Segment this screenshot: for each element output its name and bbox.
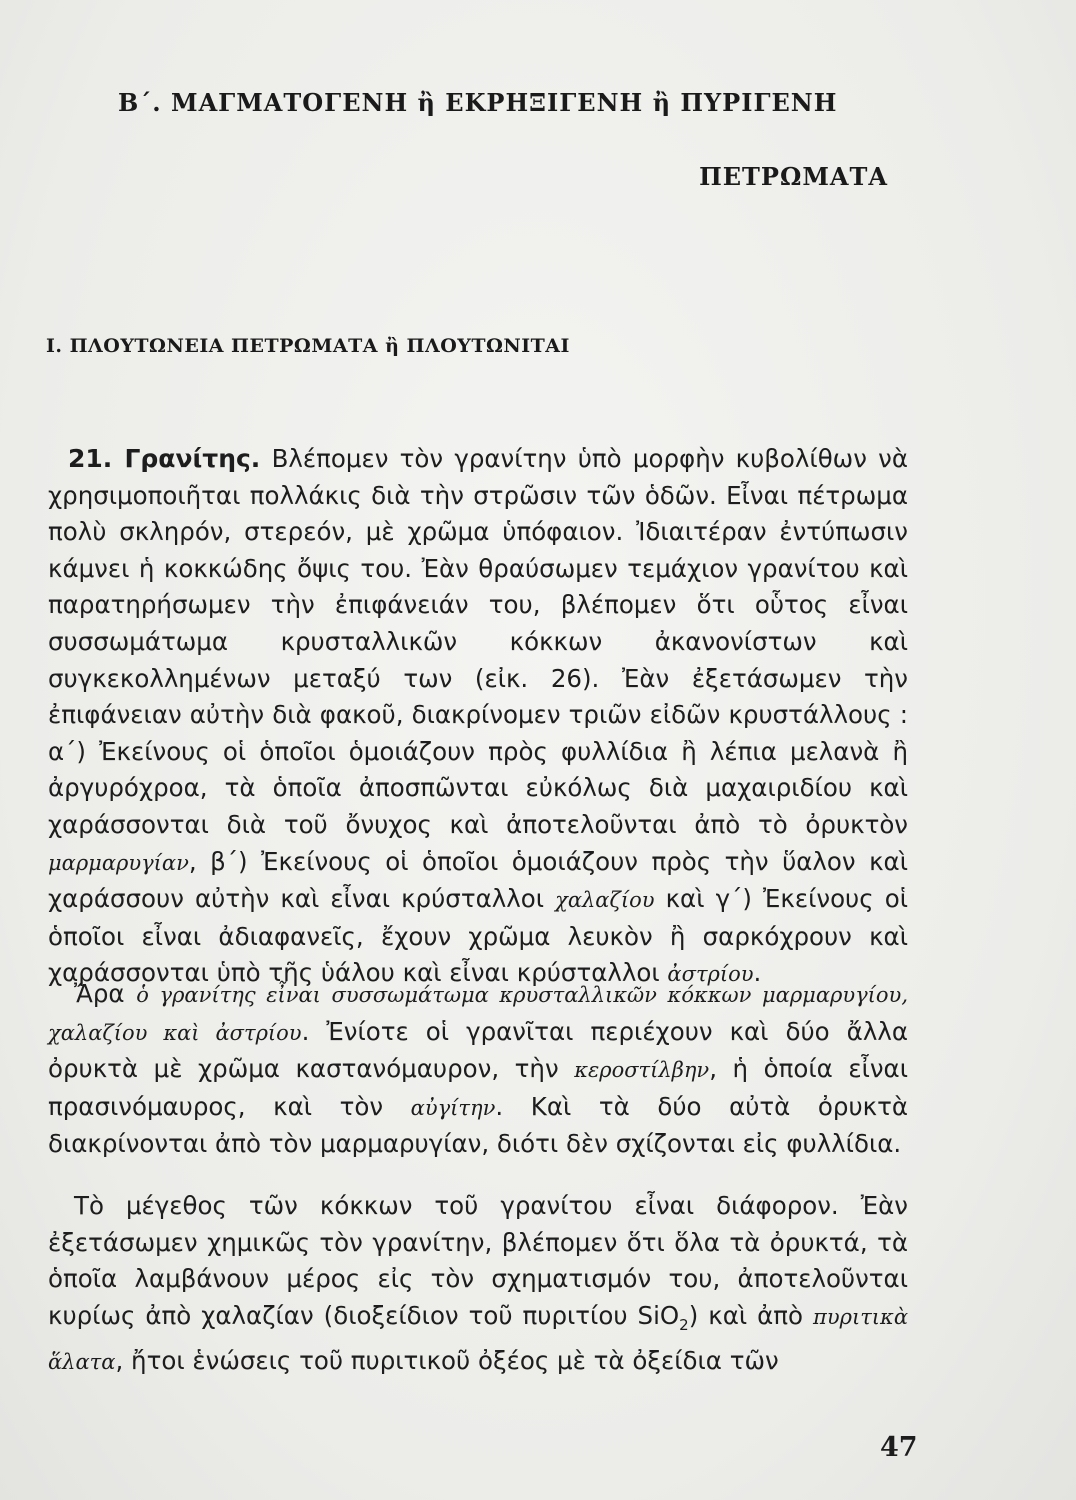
text-run: , β΄) Ἐκείνους οἱ ὁποῖοι ὁμοιάζουν πρὸς τὴν ὕαλον καὶ χαράσσουν αὐτὴν καὶ εἶναι κρύσταλλοι xyxy=(48,846,908,914)
text-run: Ἄρα xyxy=(74,979,137,1008)
italic-term: κεροστίλβην xyxy=(574,1058,710,1083)
text-run: Τὸ μέγεθος τῶν κόκκων τοῦ γρανίτου εἶναι διάφορον. Ἐὰν ἐξετάσωμεν χημικῶς τὸν γρανίτην, βλέπομεν ὅτι ὅλα τὰ ὀρυκτά, τὰ ὁποῖα λαμβάνουν μέρος εἰς τὸν σχηματισμόν του, ἀποτελοῦνται κυρίως ἀπὸ χαλαζίαν (διοξείδιον τοῦ πυριτίου xyxy=(48,1191,908,1330)
italic-term: χαλαζίου xyxy=(555,888,655,913)
italic-term: αὐγίτην xyxy=(410,1095,496,1120)
paragraph-granite-chemistry xyxy=(48,1188,908,1381)
text-run: . xyxy=(753,958,762,988)
paragraph-granite-intro xyxy=(48,441,908,993)
italic-term: πυριτικὰ ἅλατα xyxy=(48,1304,908,1375)
italic-definition: ὁ γρανίτης εἶναι συσσωμάτωμα κρυσταλλικῶν κόκκων μαρμαρυγίου, χαλαζίου καὶ ἀστρίου xyxy=(48,983,908,1045)
chapter-title-line2: ΠΕΤΡΩΜΑΤΑ xyxy=(699,162,888,191)
italic-term: ἀστρίου xyxy=(667,962,754,987)
italic-term: μαρμαρυγίαν xyxy=(48,850,189,875)
text-run: , ἤτοι ἑνώσεις τοῦ πυριτικοῦ ὀξέος μὲ τὰ ὀξείδια τῶν xyxy=(115,1346,779,1376)
section-heading: Ι. ΠΛΟΥΤΩΝΕΙΑ ΠΕΤΡΩΜΑΤΑ ἢ ΠΛΟΥΤΩΝΙΤΑΙ xyxy=(46,335,570,357)
text-run: καὶ γ΄) Ἐκείνους οἱ ὁποῖοι εἶναι ἀδιαφανεῖς, ἔχουν χρῶμα λευκὸν ἢ σαρκόχρουν καὶ χαράσσονται ὑπὸ τῆς ὑάλου καὶ εἶναι κρύσταλλοι xyxy=(48,884,908,988)
page-number: 47 xyxy=(880,1432,918,1463)
text-run: . Καὶ τὰ δύο αὐτὰ ὀρυκτὰ διακρίνονται ἀπὸ τὸν μαρμαρυγίαν, διότι δὲν σχίζονται εἰς φυλλίδια. xyxy=(48,1091,908,1159)
text-run: . Ἐνίοτε οἱ γρανῖται περιέχουν καὶ δύο ἄλλα ὀρυκτὰ μὲ χρῶμα καστανόμαυρον, τὴν xyxy=(48,1016,908,1084)
chapter-title-line1: Β΄. ΜΑΓΜΑΤΟΓΕΝΗ ἢ ΕΚΡΗΞΙΓΕΝΗ ἢ ΠΥΡΙΓΕΝΗ xyxy=(118,88,838,117)
text-run: , ἡ ὁποία εἶναι πρασινόμαυρος, καὶ τὸν xyxy=(48,1054,908,1121)
text-run: ) καὶ ἀπὸ xyxy=(688,1300,814,1330)
paragraph-granite-composition xyxy=(48,976,908,1163)
formula-subscript: 2 xyxy=(679,1315,689,1334)
entry-heading: 21. Γρανίτης. xyxy=(68,444,261,473)
chemical-formula: SiO xyxy=(637,1300,680,1330)
text-run: Βλέπομεν τὸν γρανίτην ὑπὸ μορφὴν κυβολίθων νὰ χρησιμοποιῆται πολλάκις διὰ τὴν στρῶσιν τῶν ὁδῶν. Εἶναι πέτρωμα πολὺ σκληρόν, στερεόν, μὲ χρῶμα ὑπόφαιον. Ἰδιαιτέραν ἐντύπωσιν κάμνει ἡ κοκκώδης ὄψις του. Ἐὰν θραύσωμεν τεμάχιον γρανίτου καὶ παρατηρήσωμεν τὴν ἐπιφάνειάν του, βλέπομεν ὅτι οὗτος εἶναι συσσωμάτωμα κρυσταλλικῶν κόκκων ἀκανονίστων καὶ συγκεκολλημένων μεταξύ των (εἰκ. 26). Ἐὰν ἐξετάσωμεν τὴν ἐπιφάνειαν αὐτὴν διὰ φακοῦ, διακρίνομεν τριῶν εἰδῶν κρυστάλλους : α΄) Ἐκείνους οἱ ὁποῖοι ὁμοιάζουν πρὸς φυλλίδια ἢ λέπια μελανὰ ἢ ἀργυρόχροα, τὰ ὁποῖα ἀποσπῶνται εὐκόλως διὰ μαχαιριδίου καὶ χαράσσονται διὰ τοῦ ὄνυχος καὶ ἀποτελοῦνται ἀπὸ τὸ ὀρυκτὸν xyxy=(48,444,908,839)
